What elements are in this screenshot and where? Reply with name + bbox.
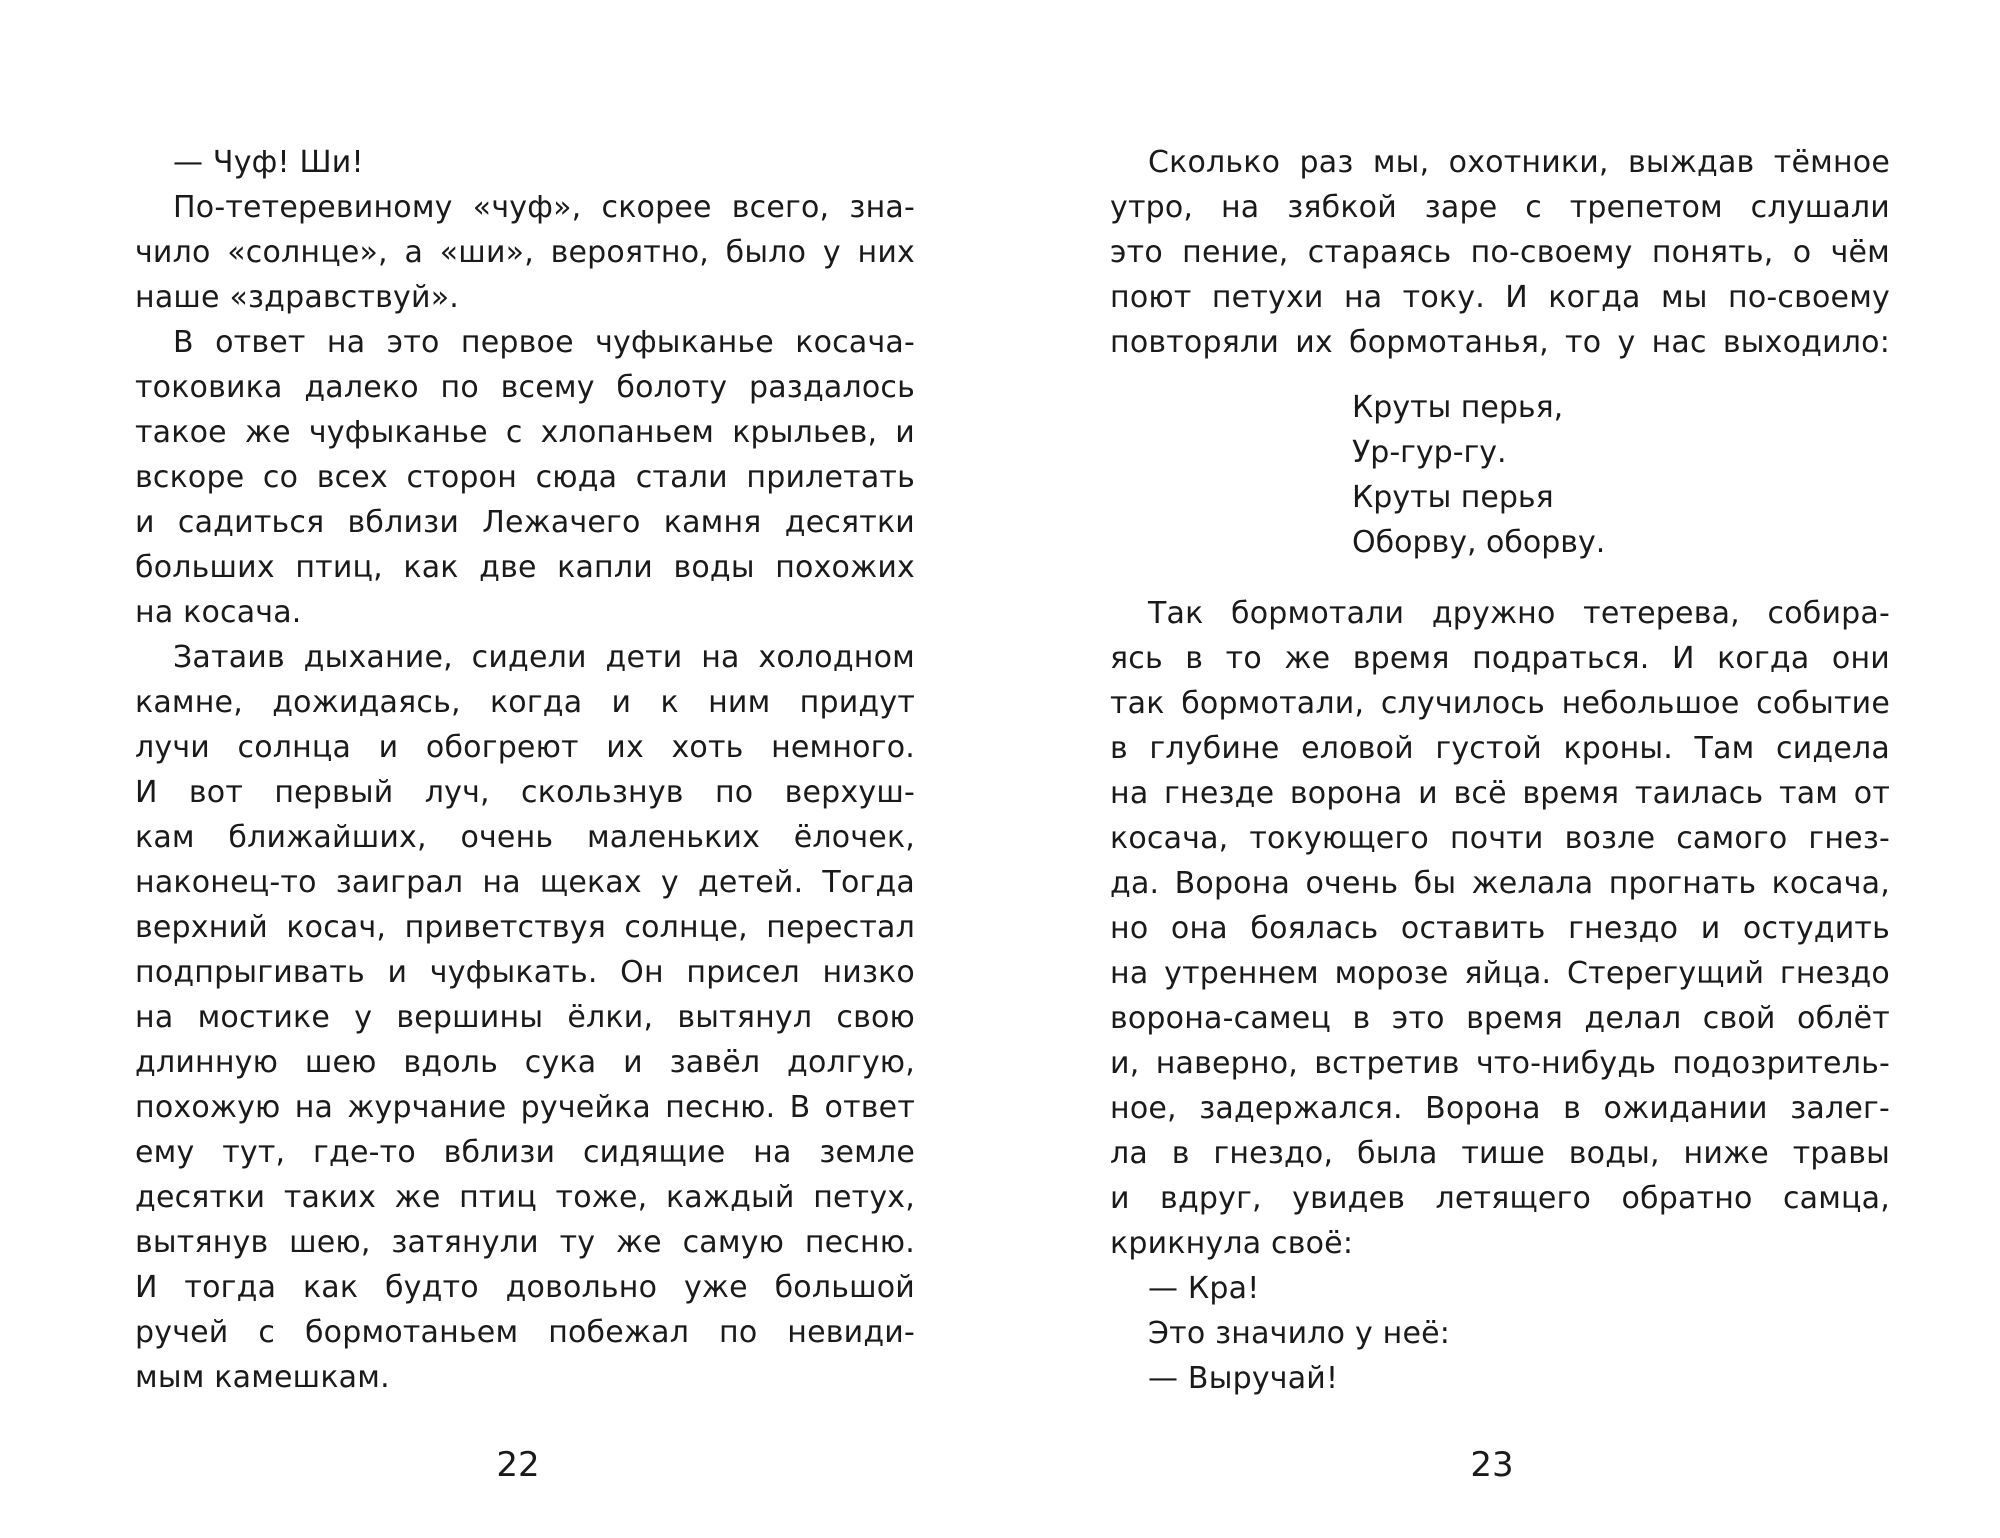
text-line: повторяли их бормотанья, то у нас выходило: xyxy=(1110,325,1890,360)
text-line: — Чуф! Ши! xyxy=(173,145,364,180)
left-page-text xyxy=(135,140,915,1400)
text-line: вытянув шею, затянули ту же самую песню. xyxy=(135,1225,915,1260)
text-line: подпрыгивать и чуфыкать. Он присел низко xyxy=(135,955,915,990)
text-line: десятки таких же птиц тоже, каждый петух, xyxy=(135,1180,915,1215)
verse-line: Ур-гур-гу. xyxy=(1352,435,1507,470)
text-line: чило «солнце», а «ши», вероятно, было у них xyxy=(135,235,915,270)
text-line: на косача. xyxy=(135,595,302,630)
text-line: но она боялась оставить гнездо и остудить xyxy=(1110,911,1890,946)
text-line: так бормотали, случилось небольшое событие xyxy=(1110,686,1890,721)
text-line: ручей с бормотаньем побежал по невиди- xyxy=(135,1315,915,1350)
text-line: и вдруг, увидев летящего обратно самца, xyxy=(1110,1181,1890,1216)
text-line: вскоре со всех сторон сюда стали прилетать xyxy=(135,460,915,495)
text-line: похожую на журчание ручейка песню. В ответ xyxy=(135,1090,915,1125)
verse-line: Круты перья xyxy=(1352,480,1554,515)
text-line: косача, токующего почти возле самого гнез- xyxy=(1110,821,1890,856)
text-line: ясь в то же время подраться. И когда они xyxy=(1110,641,1890,676)
text-line: мым камешкам. xyxy=(135,1360,390,1395)
page-number-left: 22 xyxy=(496,1445,540,1485)
verse-line: Оборву, оборву. xyxy=(1352,525,1606,560)
text-line: наше «здравствуй». xyxy=(135,280,459,315)
text-line: ла в гнездо, была тише воды, ниже травы xyxy=(1110,1136,1890,1171)
text-line: да. Ворона очень бы желала прогнать косача, xyxy=(1110,866,1890,901)
text-line: токовика далеко по всему болоту раздалось xyxy=(135,370,915,405)
text-line: длинную шею вдоль сука и завёл долгую, xyxy=(135,1045,915,1080)
text-line: По-тетеревиному «чуф», скорее всего, зна- xyxy=(173,190,915,225)
text-line: И вот первый луч, скользнув по верхуш- xyxy=(135,775,915,810)
text-line: Затаив дыхание, сидели дети на холодном xyxy=(173,640,915,675)
verse-line: Круты перья, xyxy=(1352,390,1564,425)
text-line: ему тут, где-то вблизи сидящие на земле xyxy=(135,1135,915,1170)
text-line: наконец-то заиграл на щеках у детей. Тогда xyxy=(135,865,915,900)
text-line: и садиться вблизи Лежачего камня десятки xyxy=(135,505,915,540)
text-line: это пение, стараясь по-своему понять, о чём xyxy=(1110,235,1890,270)
text-line: кам ближайших, очень маленьких ёлочек, xyxy=(135,820,915,855)
text-line: и, наверно, встретив что-нибудь подозритель- xyxy=(1110,1046,1890,1081)
text-line: утро, на зябкой заре с трепетом слушали xyxy=(1110,190,1890,225)
text-line: В ответ на это первое чуфыканье косача- xyxy=(173,325,915,360)
text-line: Сколько раз мы, охотники, выждав тёмное xyxy=(1148,145,1890,180)
verse-block xyxy=(1110,385,1890,565)
page-number-right: 23 xyxy=(1470,1445,1514,1485)
text-line: поют петухи на току. И когда мы по-своему xyxy=(1110,280,1890,315)
text-line: ное, задержался. Ворона в ожидании залег- xyxy=(1110,1091,1890,1126)
text-line: камне, дожидаясь, когда и к ним придут xyxy=(135,685,915,720)
text-line: Так бормотали дружно тетерева, собира- xyxy=(1148,596,1890,631)
text-line: в глубине еловой густой кроны. Там сидела xyxy=(1110,731,1890,766)
right-page-text xyxy=(1110,140,1890,1401)
text-line: верхний косач, приветствуя солнце, перестал xyxy=(135,910,915,945)
text-line: — Выручай! xyxy=(1148,1361,1339,1396)
text-line: крикнула своё: xyxy=(1110,1226,1354,1261)
text-line: Это значило у неё: xyxy=(1148,1316,1451,1351)
text-line: ворона-самец в это время делал свой облёт xyxy=(1110,1001,1890,1036)
text-line: на утреннем морозе яйца. Стерегущий гнездо xyxy=(1110,956,1890,991)
text-line: на мостике у вершины ёлки, вытянул свою xyxy=(135,1000,915,1035)
text-line: такое же чуфыканье с хлопаньем крыльев, и xyxy=(135,415,915,450)
text-line: И тогда как будто довольно уже большой xyxy=(135,1270,915,1305)
text-line: на гнезде ворона и всё время таилась там от xyxy=(1110,776,1890,811)
text-line: лучи солнца и обогреют их хоть немного. xyxy=(135,730,915,765)
text-line: больших птиц, как две капли воды похожих xyxy=(135,550,915,585)
text-line: — Кра! xyxy=(1148,1271,1260,1306)
